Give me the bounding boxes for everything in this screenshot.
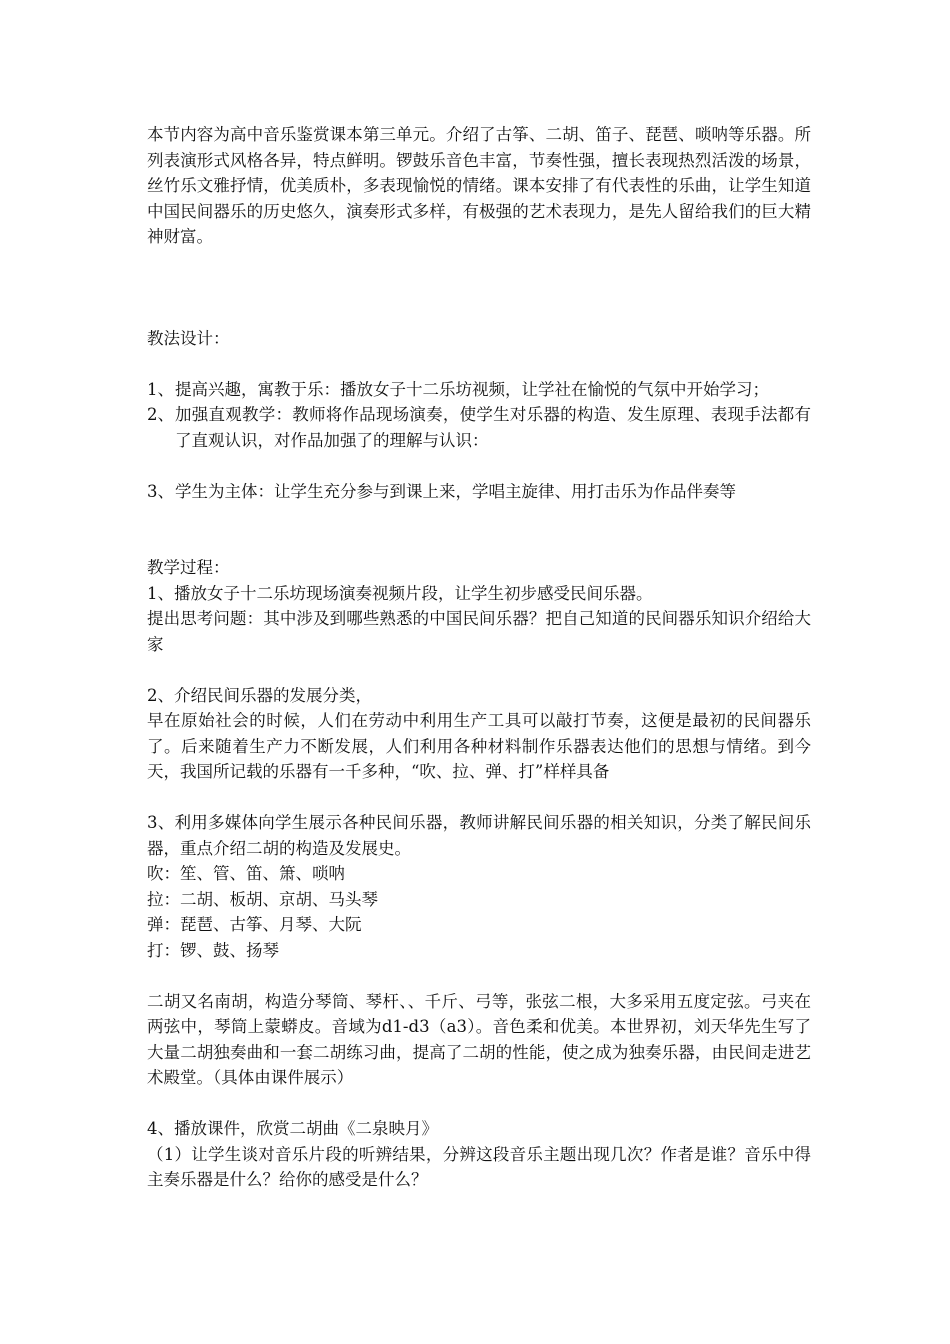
list-marker: 1、 <box>147 379 174 399</box>
document-body <box>147 122 811 1193</box>
process-heading: 教学过程： <box>147 558 230 577</box>
history-paragraph: 早在原始社会的时候，人们在劳动中利用生产工具可以敲打节奏，这便是最初的民间器乐了。后来随着生产力不断发展，人们利用各种材料制作乐器表达他们的思想与情绪。到今天，我国所记载的乐器有一千多种，“吹、拉、弹、打”样样具备 <box>147 711 811 781</box>
process-step-3: 3、利用多媒体向学生展示各种民间乐器，教师讲解民间乐器的相关知识，分类了解民间乐器，重点介绍二胡的构造及发展史。 <box>147 813 811 858</box>
method-heading: 教法设计： <box>147 328 230 348</box>
erhu-paragraph: 二胡又名南胡，构造分琴筒、琴杆、、千斤、弓等，张弦二根，大多采用五度定弦。弓夹在两弦中，琴筒上蒙蟒皮。音域为d1-d3（a3）。音色柔和优美。本世界初，刘天华先生写了大量二胡独奏曲和一套二胡练习曲，提高了二胡的性能，使之成为独奏乐器，由民间走进艺术殿堂。（具体由课件展示） <box>147 991 811 1087</box>
category-wind: 吹：笙、管、笛、箫、唢呐 <box>147 864 345 883</box>
process-step-1: 1、播放女子十二乐坊现场演奏视频片段，让学生初步感受民间乐器。 <box>147 583 653 603</box>
method-item-2 <box>147 402 811 453</box>
list-item-text: 加强直观教学：教师将作品现场演奏，使学生对乐器的构造、发生原理、表现手法都有了直观认识，对作品加强了的理解与认识： <box>175 405 811 450</box>
list-marker: 2、 <box>147 405 174 424</box>
intro-paragraph: 本节内容为高中音乐鉴赏课本第三单元。介绍了古筝、二胡、笛子、琵琶、唢呐等乐器。所列表演形式风格各异，特点鲜明。锣鼓乐音色丰富，节奏性强，擅长表现热烈活泼的场景，丝竹乐文雅抒情，优美质朴，多表现愉悦的情绪。课本安排了有代表性的乐曲，让学生知道中国民间器乐的历史悠久，演奏形式多样，有极强的艺术表现力，是先人留给我们的巨大精神财富。 <box>147 125 811 246</box>
process-step-2: 2、介绍民间乐器的发展分类， <box>147 685 372 705</box>
method-item-1 <box>147 377 811 403</box>
process-step-4: 4、播放课件，欣赏二胡曲《二泉映月》 <box>147 1119 438 1138</box>
list-marker: 3、 <box>147 481 174 501</box>
list-item-text: 提高兴趣，寓教于乐：播放女子十二乐坊视频，让学社在愉悦的气氛中开始学习； <box>175 379 769 399</box>
list-item-text: 学生为主体：让学生充分参与到课上来，学唱主旋律、用打击乐为作品伴奏等 <box>175 481 736 501</box>
category-plucked: 弹：琵琶、古筝、月琴、大阮 <box>147 915 362 934</box>
category-bowed: 拉：二胡、板胡、京胡、马头琴 <box>147 889 378 909</box>
process-step-4-question: （1）让学生谈对音乐片段的听辨结果，分辨这段音乐主题出现几次？作者是谁？音乐中得主奏乐器是什么？给你的感受是什么？ <box>147 1144 811 1189</box>
category-percussion: 打：锣、鼓、扬琴 <box>147 940 279 960</box>
process-question: 提出思考问题：其中涉及到哪些熟悉的中国民间乐器？把自己知道的民间器乐知识介绍给大家 <box>147 609 811 654</box>
method-item-3 <box>147 479 811 505</box>
